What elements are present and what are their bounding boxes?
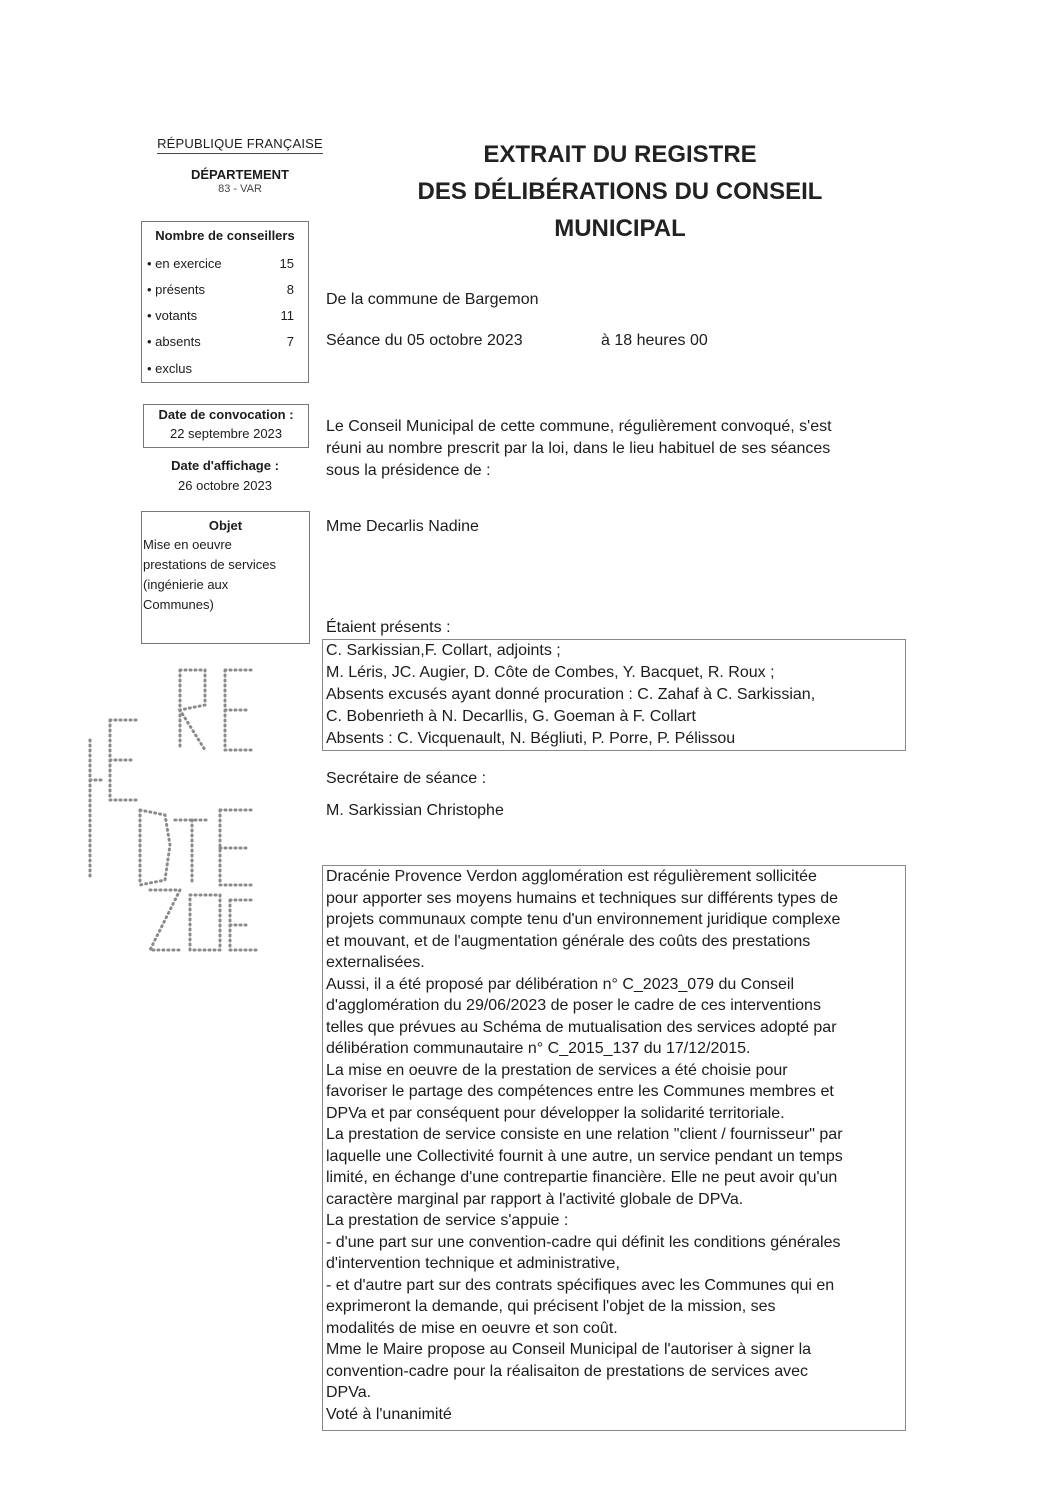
body-line: La prestation de service consiste en une relation "client / fournisseur" par	[326, 1126, 843, 1143]
president-name: Mme Decarlis Nadine	[326, 518, 479, 535]
row-value: 15	[279, 256, 294, 271]
councillors-heading: Nombre de conseillers	[155, 228, 295, 243]
presents-line: C. Sarkissian,F. Collart, adjoints ;	[326, 642, 561, 659]
intro-line: réuni au nombre prescrit par la loi, dans le lieu habituel de ses séances	[326, 440, 831, 457]
body-line: caractère marginal par rapport à l'activité globale de DPVa.	[326, 1190, 744, 1208]
councillors-box	[141, 221, 309, 383]
objet-heading: Objet	[208, 518, 243, 533]
body-line: délibération communautaire n° C_2015_137 du 17/12/2015.	[326, 1040, 751, 1057]
objet-box	[141, 511, 310, 644]
title-line: EXTRAIT DU REGISTRE	[483, 141, 757, 168]
perforation-stamp	[80, 660, 270, 960]
seance-line: Séance du 05 octobre 2023	[326, 332, 523, 349]
body-line: exprimeront la demande, qui précisent l'objet de la mission, ses	[326, 1298, 776, 1315]
body-line: La prestation de service s'appuie :	[326, 1212, 569, 1229]
commune-line: De la commune de Bargemon	[326, 291, 539, 308]
councillors-row	[147, 334, 294, 349]
row-label: • exclus	[147, 361, 193, 376]
councillors-row	[147, 282, 294, 297]
body-line: d'intervention technique et administrative,	[326, 1255, 620, 1272]
intro-line: Le Conseil Municipal de cette commune, régulièrement convoqué, s'est	[326, 418, 832, 435]
deliberation-body	[322, 865, 906, 1431]
presents-box	[322, 639, 906, 751]
header-left	[140, 136, 340, 195]
body-line: convention-cadre pour la réalisaiton de prestations de services avec	[326, 1362, 809, 1380]
objet-line: prestations de services	[143, 557, 276, 572]
presents-line: Absents excusés ayant donné procuration : C. Zahaf à C. Sarkissian,	[326, 686, 816, 703]
body-line: DPVa et par conséquent pour développer la solidarité territoriale.	[326, 1104, 785, 1122]
title-line: DES DÉLIBÉRATIONS DU CONSEIL	[417, 178, 823, 205]
councillors-row	[147, 308, 294, 323]
objet-text	[142, 533, 309, 615]
affichage-date: 26 octobre 2023	[178, 478, 272, 493]
row-label: • votants	[147, 308, 198, 323]
body-line: La mise en oeuvre de la prestation de services a été choisie pour	[326, 1061, 788, 1079]
department-value: 83 - VAR	[218, 183, 262, 195]
body-line: et mouvant, et de l'augmentation générale des coûts des prestations	[326, 932, 811, 950]
body-line: modalités de mise en oeuvre et son coût.	[326, 1319, 618, 1337]
body-line: externalisées.	[326, 954, 425, 971]
councillors-row	[147, 256, 294, 271]
row-label: • absents	[147, 334, 201, 349]
body-line: pour apporter ses moyens humains et techniques sur différents types de	[326, 889, 838, 907]
republic-label: RÉPUBLIQUE FRANÇAISE	[157, 136, 323, 154]
intro-line: sous la présidence de :	[326, 462, 491, 479]
convocation-box	[143, 404, 309, 448]
row-value: 7	[286, 334, 294, 349]
row-label: • présents	[147, 282, 206, 297]
presents-line: Absents : C. Vicquenault, N. Bégliuti, P. Porre, P. Pélissou	[326, 730, 736, 747]
body-line: Dracénie Provence Verdon agglomération est régulièrement sollicitée	[326, 868, 817, 885]
body-line: limité, en échange d'une contrepartie financière. Elle ne peut avoir qu'un	[326, 1169, 838, 1186]
body-line: DPVa.	[326, 1384, 372, 1401]
affichage-label: Date d'affichage :	[171, 458, 279, 473]
department-label: DÉPARTEMENT	[191, 167, 289, 182]
affichage-block	[143, 456, 307, 496]
objet-line: Communes)	[143, 597, 214, 612]
body-line: Voté à l'unanimité	[326, 1405, 452, 1423]
councillors-row	[147, 361, 294, 376]
body-line: projets communaux compte tenu d'un environnement juridique complexe	[326, 911, 841, 928]
row-value: 8	[286, 282, 294, 297]
body-line: favoriser le partage des compétences entre les Communes membres et	[326, 1083, 834, 1100]
seance-time: à 18 heures 00	[601, 332, 708, 349]
convocation-date: 22 septembre 2023	[169, 426, 283, 441]
secretary-name: M. Sarkissian Christophe	[326, 802, 504, 819]
secretary-label: Secrétaire de séance :	[326, 770, 487, 787]
intro-paragraph	[326, 416, 916, 482]
row-value: 11	[280, 308, 294, 323]
document-title	[360, 136, 880, 247]
body-line: d'agglomération du 29/06/2023 de poser le cadre de ces interventions	[326, 997, 821, 1014]
presents-line: M. Léris, JC. Augier, D. Côte de Combes, Y. Bacquet, R. Roux ;	[326, 664, 775, 681]
presents-label: Étaient présents :	[326, 619, 451, 636]
body-line: Aussi, il a été proposé par délibération n° C_2023_079 du Conseil	[326, 975, 795, 993]
convocation-label: Date de convocation :	[158, 407, 294, 422]
body-line: laquelle une Collectivité fournit à une autre, un service pendant un temps	[326, 1147, 843, 1165]
presents-line: C. Bobenrieth à N. Decarllis, G. Goeman à F. Collart	[326, 708, 696, 725]
row-label: • en exercice	[147, 256, 222, 271]
objet-line: Mise en oeuvre	[143, 537, 232, 552]
body-line: - et d'autre part sur des contrats spécifiques avec les Communes qui en	[326, 1276, 835, 1294]
body-line: Mme le Maire propose au Conseil Municipal de l'autoriser à signer la	[326, 1341, 812, 1358]
body-line: telles que prévues au Schéma de mutualisation des services adopté par	[326, 1018, 837, 1036]
title-line: MUNICIPAL	[554, 215, 686, 242]
objet-line: (ingénierie aux	[143, 577, 229, 592]
body-line: - d'une part sur une convention-cadre qui définit les conditions générales	[326, 1233, 841, 1251]
